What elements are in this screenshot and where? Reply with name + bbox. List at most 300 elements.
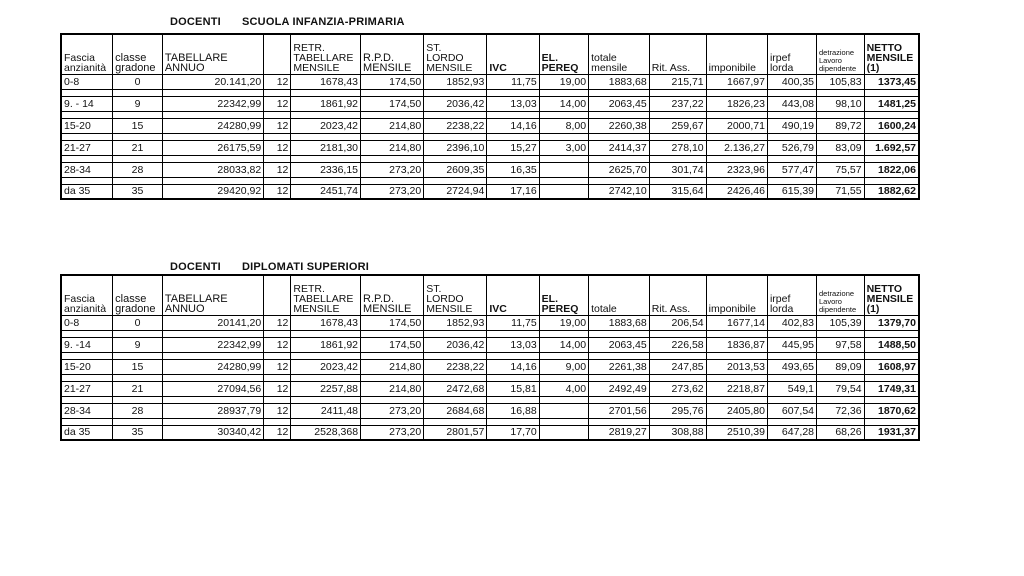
header-classe: [113, 275, 163, 315]
spacer-cell: [61, 155, 113, 162]
header-row: [61, 275, 919, 315]
cell-rpd: 174,50: [361, 315, 424, 330]
spacer-cell: [264, 330, 291, 337]
spacer-cell: [162, 330, 263, 337]
spacer-cell: [162, 133, 263, 140]
header-tabellare: [162, 275, 263, 315]
cell-tabellare: 29420,92: [162, 184, 263, 199]
spacer-cell: [487, 89, 539, 96]
table-row: [61, 96, 919, 111]
cell-netto: 1931,37: [864, 425, 919, 440]
cell-irpef: 402,83: [767, 315, 816, 330]
cell-st: 2036,42: [424, 337, 487, 352]
spacer-cell: [487, 352, 539, 359]
cell-detrazione: 89,72: [817, 118, 865, 133]
header-totale-line: totale: [591, 51, 617, 64]
cell-imponibile: 2426,46: [706, 184, 767, 199]
spacer-cell: [589, 155, 650, 162]
cell-detrazione: 83,09: [817, 140, 865, 155]
cell-totale: 1883,68: [589, 315, 650, 330]
cell-ivc: 17,16: [487, 184, 539, 199]
header-ivc-label: IVC: [489, 61, 507, 74]
header-el-line: PEREQ: [541, 61, 579, 74]
table-row: [61, 118, 919, 133]
spacer-cell: [767, 111, 816, 118]
spacer-cell: [424, 352, 487, 359]
spacer-cell: [162, 111, 263, 118]
cell-el: 8,00: [539, 118, 588, 133]
cell-rit: 226,58: [649, 337, 706, 352]
cell-imponibile: 1836,87: [706, 337, 767, 352]
header-classe-line: classe: [115, 51, 147, 64]
cell-rit: 215,71: [649, 74, 706, 89]
spacer-cell: [291, 89, 361, 96]
cell-mesi: 12: [264, 403, 291, 418]
spacer-cell: [113, 330, 163, 337]
cell-fascia: 15-20: [61, 359, 113, 374]
header-detrazione-line: dipendente: [819, 304, 857, 314]
cell-mesi: 12: [264, 118, 291, 133]
spacer-cell: [361, 89, 424, 96]
table-row: [61, 381, 919, 396]
cell-netto: 1488,50: [864, 337, 919, 352]
spacer-cell: [589, 396, 650, 403]
spacer-cell: [864, 352, 919, 359]
salary-table-infanzia: [60, 33, 920, 200]
spacer-cell: [487, 177, 539, 184]
header-el: [539, 275, 588, 315]
cell-fascia: 0-8: [61, 315, 113, 330]
cell-retr: 2023,42: [291, 359, 361, 374]
spacer-cell: [291, 374, 361, 381]
spacer-cell: [706, 155, 767, 162]
header-detrazione-line: Lavoro: [819, 296, 842, 306]
header-rit-label: Rit. Ass.: [651, 61, 691, 74]
cell-el: 14,00: [539, 96, 588, 111]
cell-classe: 21: [113, 140, 163, 155]
cell-ivc: 15,81: [487, 381, 539, 396]
cell-retr: 2336,15: [291, 162, 361, 177]
header-netto: [864, 34, 919, 74]
cell-mesi: 12: [264, 162, 291, 177]
cell-fascia: 9. - 14: [61, 96, 113, 111]
spacer-cell: [649, 133, 706, 140]
cell-detrazione: 71,55: [817, 184, 865, 199]
spacer-cell: [61, 89, 113, 96]
spacer-cell: [162, 155, 263, 162]
header-st-line: ST.: [426, 41, 442, 54]
cell-classe: 15: [113, 359, 163, 374]
spacer-cell: [767, 396, 816, 403]
cell-classe: 35: [113, 425, 163, 440]
header-totale_short-label: totale: [591, 302, 617, 315]
table-row: [61, 184, 919, 199]
cell-netto: 1870,62: [864, 403, 919, 418]
spacer-row: [61, 374, 919, 381]
cell-rit: 295,76: [649, 403, 706, 418]
cell-rpd: 174,50: [361, 74, 424, 89]
spacer-cell: [113, 418, 163, 425]
header-totale-line: mensile: [591, 61, 628, 74]
cell-mesi: 12: [264, 140, 291, 155]
spacer-cell: [817, 111, 865, 118]
spacer-cell: [817, 133, 865, 140]
spacer-row: [61, 133, 919, 140]
spacer-cell: [487, 396, 539, 403]
header-fascia-line: Fascia: [64, 51, 95, 64]
spacer-cell: [864, 133, 919, 140]
header-imponibile: [706, 275, 767, 315]
spacer-cell: [291, 155, 361, 162]
cell-st: 1852,93: [424, 315, 487, 330]
header-netto-line: (1): [866, 61, 880, 74]
header-netto-line: NETTO: [866, 282, 902, 295]
spacer-cell: [817, 155, 865, 162]
spacer-cell: [113, 177, 163, 184]
header-irpef: [767, 34, 816, 74]
spacer-cell: [589, 418, 650, 425]
spacer-cell: [424, 89, 487, 96]
cell-retr: 1861,92: [291, 96, 361, 111]
spacer-cell: [539, 155, 588, 162]
spacer-cell: [539, 352, 588, 359]
cell-classe: 28: [113, 403, 163, 418]
spacer-cell: [817, 89, 865, 96]
cell-netto: 1.692,57: [864, 140, 919, 155]
header-classe: [113, 34, 163, 74]
spacer-row: [61, 352, 919, 359]
cell-rpd: 174,50: [361, 337, 424, 352]
cell-tabellare: 26175,59: [162, 140, 263, 155]
cell-netto: 1608,97: [864, 359, 919, 374]
cell-fascia: 28-34: [61, 403, 113, 418]
cell-tabellare: 22342,99: [162, 96, 263, 111]
cell-imponibile: 1677,14: [706, 315, 767, 330]
header-tabellare-line: TABELLARE: [164, 51, 228, 64]
spacer-cell: [706, 133, 767, 140]
cell-rpd: 214,80: [361, 359, 424, 374]
cell-classe: 21: [113, 381, 163, 396]
cell-el: 3,00: [539, 140, 588, 155]
cell-mesi: 12: [264, 315, 291, 330]
cell-ivc: 16,35: [487, 162, 539, 177]
spacer-cell: [162, 396, 263, 403]
spacer-cell: [589, 89, 650, 96]
table-row: [61, 162, 919, 177]
cell-rit: 308,88: [649, 425, 706, 440]
cell-tabellare: 22342,99: [162, 337, 263, 352]
spacer-cell: [424, 177, 487, 184]
cell-el: [539, 162, 588, 177]
spacer-cell: [817, 330, 865, 337]
spacer-cell: [706, 89, 767, 96]
header-rpd-line: MENSILE: [363, 302, 412, 315]
header-fascia: [61, 34, 113, 74]
spacer-cell: [264, 396, 291, 403]
spacer-cell: [61, 396, 113, 403]
section-title-label: DOCENTI: [170, 261, 221, 273]
section-title-label: DOCENTI: [170, 16, 221, 28]
cell-tabellare: 28937,79: [162, 403, 263, 418]
spacer-cell: [424, 374, 487, 381]
spacer-cell: [589, 330, 650, 337]
spacer-cell: [264, 111, 291, 118]
cell-netto: 1481,25: [864, 96, 919, 111]
spacer-cell: [649, 418, 706, 425]
spacer-cell: [361, 155, 424, 162]
cell-mesi: 12: [264, 337, 291, 352]
cell-irpef: 549,1: [767, 381, 816, 396]
section-title: [60, 261, 660, 275]
header-netto-line: NETTO: [866, 41, 902, 54]
cell-ivc: 13,03: [487, 96, 539, 111]
cell-ivc: 13,03: [487, 337, 539, 352]
cell-totale: 2742,10: [589, 184, 650, 199]
cell-tabellare: 30340,42: [162, 425, 263, 440]
spacer-cell: [706, 177, 767, 184]
spacer-cell: [767, 374, 816, 381]
section-title: [60, 16, 660, 30]
spacer-cell: [361, 111, 424, 118]
cell-rpd: 273,20: [361, 162, 424, 177]
spacer-cell: [162, 177, 263, 184]
cell-detrazione: 97,58: [817, 337, 865, 352]
spacer-row: [61, 155, 919, 162]
header-tabellare: [162, 34, 263, 74]
header-rit: [649, 275, 706, 315]
cell-retr: 2451,74: [291, 184, 361, 199]
cell-retr: 1678,43: [291, 315, 361, 330]
header-netto-line: (1): [866, 302, 880, 315]
header-imponibile-label: imponibile: [708, 61, 756, 74]
header-el-line: PEREQ: [541, 302, 579, 315]
spacer-cell: [539, 177, 588, 184]
spacer-cell: [113, 89, 163, 96]
cell-el: [539, 425, 588, 440]
header-el-line: EL.: [541, 51, 559, 64]
header-detrazione-line: dipendente: [819, 63, 857, 73]
cell-ivc: 11,75: [487, 74, 539, 89]
header-irpef: [767, 275, 816, 315]
cell-rit: 206,54: [649, 315, 706, 330]
header-imponibile-label: imponibile: [708, 302, 756, 315]
header-retr-line: RETR.: [293, 41, 325, 54]
table-row: [61, 74, 919, 89]
cell-irpef: 490,19: [767, 118, 816, 133]
header-rit: [649, 34, 706, 74]
spacer-cell: [864, 374, 919, 381]
spacer-cell: [113, 352, 163, 359]
header-mesi: [264, 34, 291, 74]
spacer-cell: [649, 89, 706, 96]
table-row: [61, 140, 919, 155]
table-row: [61, 337, 919, 352]
spacer-row: [61, 177, 919, 184]
spacer-cell: [264, 374, 291, 381]
cell-totale: 2063,45: [589, 337, 650, 352]
header-ivc: [487, 275, 539, 315]
spacer-cell: [361, 177, 424, 184]
cell-rpd: 214,80: [361, 140, 424, 155]
cell-rpd: 214,80: [361, 381, 424, 396]
cell-retr: 1861,92: [291, 337, 361, 352]
cell-detrazione: 75,57: [817, 162, 865, 177]
spacer-cell: [61, 330, 113, 337]
cell-tabellare: 20.141,20: [162, 74, 263, 89]
header-totale_short: [589, 275, 650, 315]
cell-fascia: da 35: [61, 425, 113, 440]
cell-mesi: 12: [264, 381, 291, 396]
header-classe-line: gradone: [115, 61, 156, 74]
header-st: [424, 34, 487, 74]
spacer-cell: [424, 396, 487, 403]
spacer-cell: [487, 155, 539, 162]
header-detrazione-line: detrazione: [819, 47, 855, 57]
cell-rit: 237,22: [649, 96, 706, 111]
spacer-cell: [589, 111, 650, 118]
cell-fascia: 9. -14: [61, 337, 113, 352]
header-irpef-line: lorda: [769, 302, 794, 315]
header-st-line: MENSILE: [426, 61, 473, 74]
spacer-cell: [361, 133, 424, 140]
spacer-cell: [113, 374, 163, 381]
header-detrazione-line: Lavoro: [819, 55, 842, 65]
spacer-cell: [61, 111, 113, 118]
header-retr-line: TABELLARE: [293, 292, 354, 305]
cell-fascia: 21-27: [61, 381, 113, 396]
spacer-cell: [706, 111, 767, 118]
header-ivc-label: IVC: [489, 302, 507, 315]
cell-mesi: 12: [264, 96, 291, 111]
cell-rpd: 214,80: [361, 118, 424, 133]
cell-el: 14,00: [539, 337, 588, 352]
spacer-cell: [649, 352, 706, 359]
cell-rpd: 273,20: [361, 425, 424, 440]
cell-detrazione: 98,10: [817, 96, 865, 111]
header-fascia-line: anzianità: [64, 302, 107, 315]
cell-st: 2801,57: [424, 425, 487, 440]
header-irpef-line: lorda: [769, 61, 794, 74]
table-row: [61, 359, 919, 374]
cell-fascia: 0-8: [61, 74, 113, 89]
spacer-cell: [162, 89, 263, 96]
cell-st: 2724,94: [424, 184, 487, 199]
cell-st: 2036,42: [424, 96, 487, 111]
spacer-cell: [113, 133, 163, 140]
cell-netto: 1379,70: [864, 315, 919, 330]
header-ivc: [487, 34, 539, 74]
cell-classe: 15: [113, 118, 163, 133]
spacer-cell: [767, 418, 816, 425]
cell-netto: 1600,24: [864, 118, 919, 133]
spacer-cell: [291, 418, 361, 425]
spacer-cell: [291, 396, 361, 403]
cell-irpef: 400,35: [767, 74, 816, 89]
spacer-cell: [61, 177, 113, 184]
cell-imponibile: 2.136,27: [706, 140, 767, 155]
cell-irpef: 443,08: [767, 96, 816, 111]
spacer-cell: [539, 111, 588, 118]
cell-rit: 278,10: [649, 140, 706, 155]
cell-imponibile: 1826,23: [706, 96, 767, 111]
spacer-cell: [361, 396, 424, 403]
header-retr-line: MENSILE: [293, 302, 340, 315]
cell-mesi: 12: [264, 359, 291, 374]
spacer-cell: [264, 352, 291, 359]
spacer-cell: [539, 133, 588, 140]
header-retr-line: RETR.: [293, 282, 325, 295]
cell-totale: 1883,68: [589, 74, 650, 89]
cell-rpd: 273,20: [361, 184, 424, 199]
spacer-cell: [487, 418, 539, 425]
spacer-cell: [291, 330, 361, 337]
spacer-cell: [291, 133, 361, 140]
spacer-cell: [361, 418, 424, 425]
spacer-cell: [767, 89, 816, 96]
cell-ivc: 11,75: [487, 315, 539, 330]
cell-rit: 259,67: [649, 118, 706, 133]
cell-totale: 2260,38: [589, 118, 650, 133]
header-rpd: [361, 275, 424, 315]
header-rit-label: Rit. Ass.: [651, 302, 691, 315]
spacer-cell: [291, 111, 361, 118]
header-detrazione-line: detrazione: [819, 288, 855, 298]
header-detrazione: [817, 34, 865, 74]
spacer-cell: [706, 352, 767, 359]
cell-retr: 2181,30: [291, 140, 361, 155]
cell-rpd: 174,50: [361, 96, 424, 111]
spacer-cell: [487, 330, 539, 337]
spacer-cell: [361, 330, 424, 337]
cell-fascia: da 35: [61, 184, 113, 199]
cell-rit: 315,64: [649, 184, 706, 199]
cell-netto: 1822,06: [864, 162, 919, 177]
spacer-cell: [817, 374, 865, 381]
cell-irpef: 526,79: [767, 140, 816, 155]
cell-netto: 1373,45: [864, 74, 919, 89]
header-el-line: EL.: [541, 292, 559, 305]
cell-retr: 2023,42: [291, 118, 361, 133]
cell-tabellare: 20141,20: [162, 315, 263, 330]
cell-st: 2609,35: [424, 162, 487, 177]
cell-retr: 2528,368: [291, 425, 361, 440]
spacer-cell: [539, 330, 588, 337]
cell-tabellare: 28033,82: [162, 162, 263, 177]
cell-imponibile: 2000,71: [706, 118, 767, 133]
header-netto: [864, 275, 919, 315]
spacer-cell: [589, 133, 650, 140]
cell-mesi: 12: [264, 184, 291, 199]
cell-el: 19,00: [539, 315, 588, 330]
header-mesi: [264, 275, 291, 315]
table-row: [61, 403, 919, 418]
spacer-cell: [817, 418, 865, 425]
header-retr-line: TABELLARE: [293, 51, 354, 64]
header-classe-line: classe: [115, 292, 147, 305]
spacer-cell: [649, 155, 706, 162]
cell-classe: 9: [113, 337, 163, 352]
salary-table-diplomati: [60, 274, 920, 441]
spacer-row: [61, 330, 919, 337]
spacer-cell: [61, 418, 113, 425]
section-title-subject: SCUOLA INFANZIA-PRIMARIA: [242, 16, 405, 28]
header-st: [424, 275, 487, 315]
spacer-cell: [539, 374, 588, 381]
spacer-cell: [864, 330, 919, 337]
cell-st: 2472,68: [424, 381, 487, 396]
spacer-cell: [424, 111, 487, 118]
spacer-cell: [864, 155, 919, 162]
